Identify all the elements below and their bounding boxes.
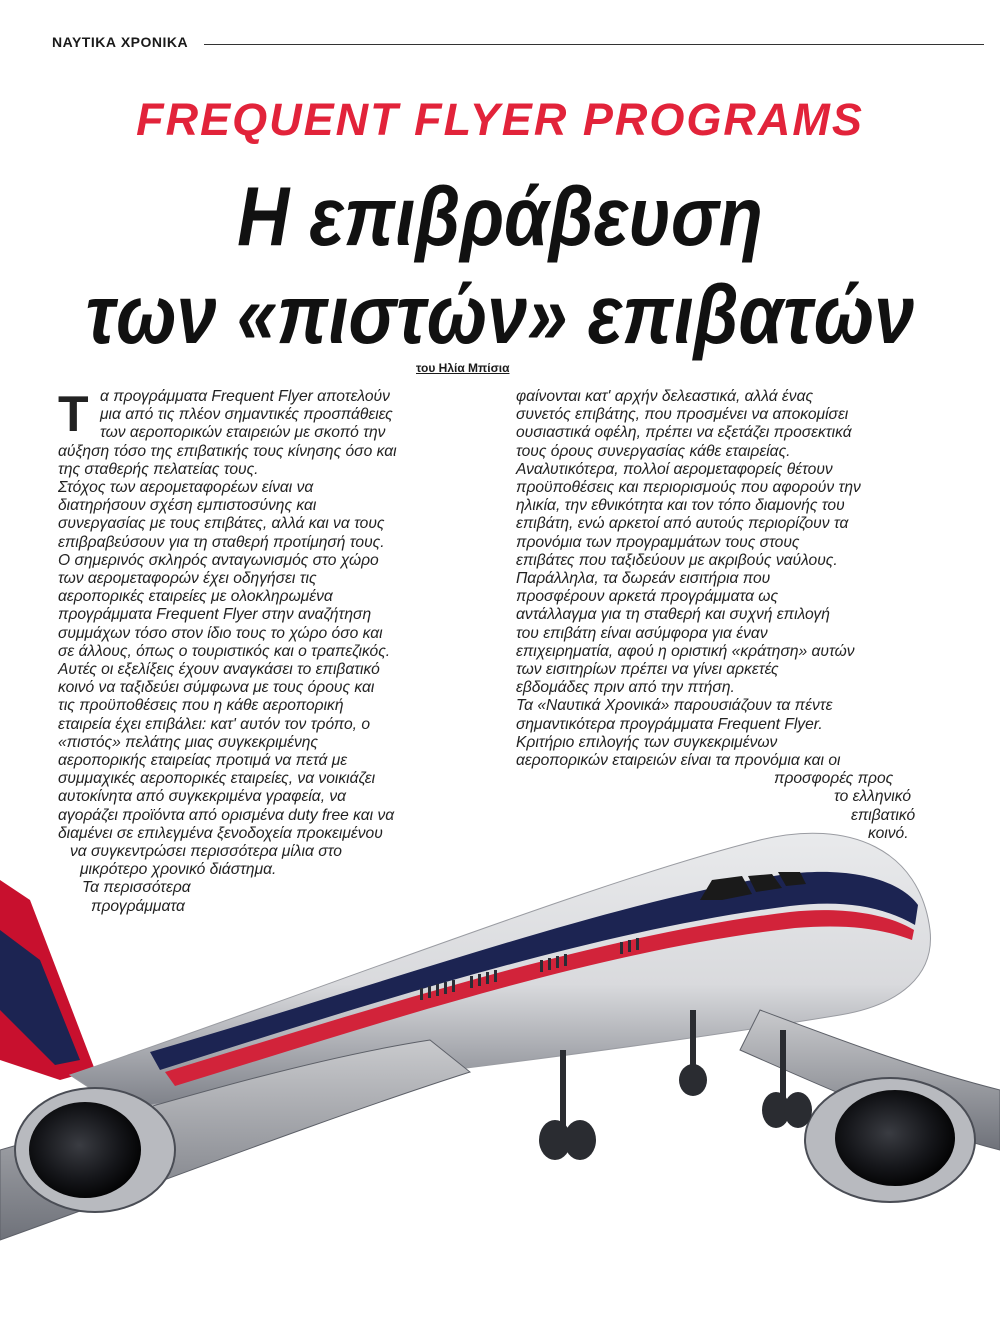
body-line: προσφέρουν αρκετά προγράμματα ως [516, 588, 779, 606]
body-line: αεροπορικής εταιρείας προτιμά να πετά με [58, 752, 348, 770]
body-line: των εισιτηρίων πρέπει να γίνει αρκετές [516, 661, 779, 679]
body-line: Αναλυτικότερα, πολλοί αερομεταφορείς θέτουν [516, 460, 833, 478]
body-line: εταιρεία έχει επιβάλει: κατ' αυτόν τον τρόπο, ο [58, 715, 371, 733]
body-line: τους όρους συνεργασίας κάθε εταιρείας. [516, 442, 791, 460]
body-line: προγράμματα Frequent Flyer στην αναζήτηση [58, 606, 372, 624]
body-line: συμμαχικές αεροπορικές εταιρείες, να νοικιάζει [58, 770, 376, 788]
body-line: επιβάτη, ενώ αρκετοί από αυτούς περιορίζουν τα [516, 515, 849, 533]
body-line: αυτοκίνητα από συγκεκριμένα γραφεία, να [58, 788, 347, 806]
left-engine [15, 1088, 175, 1212]
body-line: διατηρήσουν σχέση εμπιστοσύνης και [58, 497, 317, 515]
body-line: αγοράζει προϊόντα από ορισμένα duty free και να [58, 806, 395, 824]
body-line: κοινό να ταξιδεύει σύμφωνα με τους όρους και [58, 679, 375, 697]
headline-line-2: των «πιστών» επιβατών [85, 267, 915, 361]
body-line: Τα «Ναυτικά Χρονικά» παρουσιάζουν τα πέντε [516, 697, 833, 715]
body-line: συνετός επιβάτης, που προσμένει να αποκομίσει [516, 406, 849, 424]
body-line: αεροπορικές εταιρείες με ολοκληρωμένα [58, 588, 333, 606]
header-rule [204, 44, 984, 45]
airliner-photo [0, 820, 1000, 1320]
body-line: ηλικία, την εθνικότητα και τον τόπο διαμονής του [516, 497, 845, 515]
right-engine [805, 1078, 975, 1202]
article-kicker: FREQUENT FLYER PROGRAMS [136, 94, 864, 145]
body-line: Κριτήριο επιλογής των συγκεκριμένων [516, 733, 778, 751]
body-line: φαίνονται κατ' αρχήν δελεαστικά, αλλά ένας [516, 388, 814, 405]
body-line: σημαντικότερα προγράμματα Frequent Flyer. [516, 715, 823, 733]
body-line: των αεροπορικών εταιρειών με σκοπό την [100, 424, 386, 442]
body-line: αεροπορικών εταιρειών είναι τα προνόμια και οι [516, 752, 841, 770]
body-line: Παράλληλα, τα δωρεάν εισιτήρια που [516, 570, 771, 588]
body-line: σε άλλους, όπως ο τουριστικός και ο τραπεζικός. [58, 642, 391, 660]
body-line: εβδομάδες πριν από την πτήση. [516, 679, 735, 697]
body-line: επιχειρηματία, αφού η οριστική «κράτηση» αυτών [516, 642, 855, 660]
body-line: προσφορές προς [774, 770, 894, 788]
section-label: ΝΑΥΤΙΚΑ ΧΡΟΝΙΚΑ [52, 34, 189, 50]
body-line: να συγκεντρώσει περισσότερα μίλια στο [70, 843, 342, 861]
body-line: της σταθερής πελατείας τους. [58, 460, 259, 478]
body-line: μικρότερο χρονικό διάστημα. [80, 861, 277, 879]
body-line: «πιστός» πελάτης μιας συγκεκριμένης [58, 733, 318, 751]
running-header [52, 34, 984, 54]
body-line: α προγράμματα Frequent Flyer αποτελούν [100, 388, 390, 405]
body-line: Αυτές οι εξελίξεις έχουν αναγκάσει το επιβατικό [58, 661, 380, 679]
body-line: αύξηση τόσο της επιβατικής τους κίνησης όσο και [58, 442, 397, 460]
body-line: Στόχος των αερομεταφορέων είναι να [58, 479, 314, 497]
body-line: Τα περισσότερα [82, 879, 191, 897]
headline-line-1: Η επιβράβευση [237, 169, 763, 263]
body-line: διαμένει σε επιλεγμένα ξενοδοχεία προκειμένου [58, 824, 383, 842]
body-line: επιβατικό [851, 806, 916, 824]
body-line: προγράμματα [91, 897, 185, 915]
body-line: το ελληνικό [834, 788, 912, 806]
body-line: του επιβάτη είναι ασύμφορα για έναν [516, 624, 768, 642]
body-line: συνεργασίας με τους επιβάτες, αλλά και να τους [58, 515, 385, 533]
body-line: Ο σημερινός σκληρός ανταγωνισμός στο χώρο [58, 551, 379, 569]
body-line: προνόμια των προγραμμάτων τους στους [516, 533, 800, 551]
body-line: ουσιαστικά οφέλη, πρέπει να εξετάζει προσεκτικά [516, 424, 852, 442]
drop-cap: Τ [58, 386, 89, 442]
body-line: κοινό. [868, 824, 909, 842]
body-line: των αερομεταφορών έχει οδηγήσει τις [58, 570, 317, 588]
byline: του Ηλία Μπίσια [416, 361, 510, 375]
body-line: επιβάτες που ταξιδεύουν με ακριβούς ναύλους. [516, 551, 838, 569]
right-column [516, 388, 958, 843]
body-line: αντάλλαγμα για τη σταθερή και συχνή επιλογή [516, 606, 830, 624]
body-line: συμμάχων τόσο στον ίδιο τους το χώρο όσο και [58, 624, 383, 642]
body-line: μια από τις πλέον σημαντικές προσπάθειες [100, 406, 393, 424]
body-line: επιβραβεύσουν για τη σταθερή προτίμησή τους. [58, 533, 385, 551]
body-line: τις προϋποθέσεις που η κάθε αεροπορική [58, 697, 344, 715]
body-line: προϋποθέσεις και περιορισμούς που αφορούν την [516, 479, 861, 497]
